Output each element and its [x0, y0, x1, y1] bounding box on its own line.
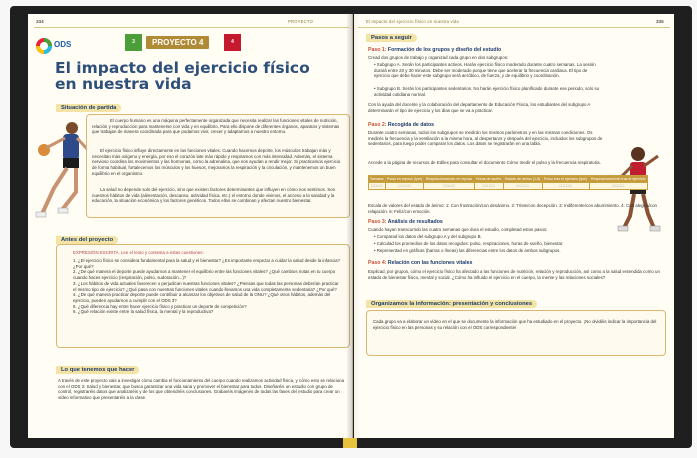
page-title [55, 60, 350, 92]
bookmark-ribbon [343, 438, 357, 448]
right-page [354, 14, 674, 438]
table-header: Pulso tras el ejercicio (lpm) [544, 177, 588, 181]
table-header: Semana [370, 177, 384, 181]
section-hacer-title: Lo que tenemos que hacer [56, 366, 139, 374]
question-2: 2. ¿De qué manera el deporte puede ayudarnos a mantener el equilibrio entre las funciones vitales? ¿Qué cambios notas en tu cuerpo cuando haces ejercicio (respiración, pulso, sudoración...)? [73, 269, 336, 281]
paso3-bullet-3: • Representad en gráficas (barras o líneas) las diferencias entre los datos de ambos subgrupos. [374, 248, 561, 253]
table-header: Respiraciones/min tras el ejercicio [591, 177, 646, 181]
book-spine [346, 14, 360, 438]
table-cell: □ □ □ □ [503, 183, 542, 190]
questions-list [73, 258, 343, 315]
paso1-heading [368, 47, 608, 53]
section-antes-title: Antes del proyecto [56, 236, 118, 244]
table-cell: □ □ □ □ [369, 183, 386, 190]
paso1-bullet-2: • Subgrupo B. Serán los participantes sedentarios. No harán ejercicio físico planificado durante ese periodo, solo su actividad cotidiana normal. [374, 86, 600, 97]
paso3-heading [368, 219, 608, 225]
paso2-heading [368, 122, 588, 128]
paso4-heading [368, 260, 628, 266]
paso3-number: Paso 3: [368, 219, 387, 225]
question-6: 6. ¿Qué relación existe entre la salud física, la mental y la reproductiva? [73, 309, 214, 315]
paso3-bullet-1-text: Comparad los datos del subgrupo A y del subgrupo B. [376, 234, 482, 239]
org-text: Cada grupo va a elaborar un vídeo en el que se documente la información que ha estudiado en el proyecto. ¡No olvidéis indicar la importancia del ejercicio físico en las personas y su relación con el ODS correspondiente! [373, 319, 657, 330]
header-label-right: El impacto del ejercicio físico en nuestra vida [366, 19, 459, 24]
org-title: Organizamos la información: presentación y conclusiones [366, 300, 537, 308]
table-row [369, 183, 648, 190]
page-number-left: 334 [36, 19, 44, 24]
question-5: 5. ¿Qué diferencia hay entre hacer ejercicio físico y practicar un deporte de competición? [73, 303, 247, 309]
paso1-bullet-1-text: Subgrupo A. Serán los participantes activos. Harán ejercicio físico moderado durante cuatro semanas. La sesión durará entre 20 y 30 minutos. Debe ser moderado porque tiene que acelerar la frecuencia cardiaca. El tipo de ejercicio que debe hacer este subgrupo será aeróbico, de fuerza, y de equilibrio y coordinación. [374, 62, 596, 79]
header-label-left: PROYECTO [288, 19, 314, 24]
section-situacion-title: Situación de partida [56, 104, 121, 112]
question-4: 4. ¿De qué manera practicar deporte puede contribuir a alcanzar los objetivos de salud de la ONU? ¿Qué otros hábitos, además del ejercicio, pueden ayudarnos a cumplir con el ODS 3? [73, 292, 331, 303]
table-header: Horas de sueño [475, 177, 502, 181]
sdg-3-icon: 3 [125, 34, 142, 51]
sdg-4-icon: 4 [224, 34, 241, 51]
paso3-bullet-1: • Comparad los datos del subgrupo A y del subgrupo B. [374, 234, 482, 239]
header-rule [34, 27, 349, 28]
athlete-illustration [32, 110, 92, 222]
situacion-paragraph-3: La salud no depende solo del ejercicio, sino que existen factores determinantes que influyen en cómo nos sentimos. Son nuestros hábitos de vida (alimentación, descanso, actividad física, etc.) el entorno donde vivimos, el acceso a la sanidad y la educación, la situación económica y los factores genéticos. Todos ellos se combinan y afectan nuestro bienestar. [92, 187, 336, 204]
paso2-title: Recogida de datos [387, 122, 435, 128]
paso3-intro: Cuando hayan transcurrido las cuatro semanas que dura el estudio, completad estos pasos: [368, 227, 548, 232]
table-header: Respiraciones/min en reposo [425, 177, 473, 181]
table-header-row [369, 176, 648, 183]
paso4-text: Explicad, por grupos, cómo el ejercicio físico ha afectado a las funciones de nutrición, relación y reproducción, así como a la salud entendida como un estado de bienestar físico, mental y social. ¿Cómo ha influido el ejercicio en el cuerpo, la mente y las relaciones sociales? [368, 269, 660, 280]
title-line-2: en nuestra vida [55, 75, 192, 93]
situacion-paragraph-2: El ejercicio físico influye directamente en las funciones vitales. Cuando hacemos deporte, los músculos trabajan más y necesitan más oxígeno y energía, por eso el corazón late más rápido y respiramos con más intensidad. Además, el sistema nervioso coordina los movimientos y las hormonas, como la adrenalina, que nos ayudan a rendir mejor. Si practicamos ejercicio de forma habitual, fortalecemos los músculos y los huesos, mejoramos la respiración y la circulación, y mantenemos un buen equilibrio en el organismo. [92, 148, 341, 176]
paso3-bullet-3-text: Representad en gráficas (barras o líneas) las diferencias entre los datos de ambos subgrupos. [376, 248, 561, 253]
paso2-text: Durante cuatro semanas, todos los subgrupos se medirán los mismos parámetros y en las mismas condiciones. Os medirés la frecuencia y la ventilación a la misma hora, al despertaros y después del ejercicio, incluidos los subgrupos de sedentarios, para luego poder comparar los datos. Los datos se registrarán en una tabla. [368, 130, 603, 147]
question-3: 3. ¿Los hábitos de vida actuales favorecen o perjudican nuestras funciones vitales? ¿Piensas que todas las personas deberían practicar el mismo tipo de ejercicio? ¿Qué pasa con nuestras funciones vitales cuando llevamos una vida completamente sedentaria? ¿Por qué? [73, 280, 339, 292]
table-header: Estado de ánimo (1-5) [504, 177, 541, 181]
situacion-paragraph-1: El cuerpo humano es una máquina perfectamente organizada que necesita realizar las funciones vitales de nutrición, relación y reproducción para mantenerse con vida y en equilibrio. Para ello dispone de diferentes órganos, aparatos y sistemas que trabajan de manera coordinada para que podamos vivir, crecer y adaptarnos a nuestro entorno. [92, 118, 340, 135]
left-page [28, 14, 353, 438]
title-line-1: El impacto del ejercicio físico [55, 59, 310, 77]
mood-scale-text: Escala de valores del estado de ánimo: 1: Con frustración/con desánimo. 2: Triste/con decepción. 3: Indiferente/con aburrimiento. 4: Con alegría/con relajación. 5: Feliz/con emoción. [368, 203, 657, 214]
table-cell: □ □ □ □ [385, 183, 424, 190]
pasos-title: Pasos a seguir [366, 34, 417, 42]
data-table [368, 175, 648, 190]
org-box [366, 310, 666, 356]
paso2-note: Accede a la página de recursos de Edilex para consultar el documento Cómo medir el pulso y la frecuencia respiratoria. [368, 160, 601, 165]
paso1-bullet-2-text: Subgrupo B. Serán los participantes sedentarios. No harán ejercicio físico planificado durante ese periodo, solo su actividad cotidiana normal. [374, 86, 600, 97]
table-header: Pulso en reposo (lpm) [386, 177, 423, 181]
table-cell: □ □ □ □ [589, 183, 647, 190]
paso1-outro: Con la ayuda del docente y la colaboración del departamento de Educación Física, los estudiantes del subgrupo A determinarán el tipo de ejercicio y los días que se va a practicar. [368, 102, 591, 113]
antes-intro: EXPRESIÓN ESCRITA. Lee el texto y contesta a estas cuestiones: [73, 250, 204, 255]
paso1-intro: Cread dos grupos de trabajo y organizad cada grupo en dos subgrupos: [368, 55, 509, 60]
paso2-number: Paso 2: [368, 122, 387, 128]
hacer-text: A través de este proyecto vais a investigar cómo cambia el funcionamiento del cuerpo cuando realizamos actividad física, y cómo esto se relaciona con el ODS 3: Salud y bienestar, que busca garantizar una vida sana y promover el bienestar para todos. Diseñaréis un estudio con grupo de control, registraréis datos que analizaréis y de los que obtendréis conclusiones. Grabaréis imágenes de todas las fases del estudio para crear un vídeo informativo que presentaréis a la clase. [58, 378, 345, 401]
paso3-title: Análisis de resultados [387, 219, 443, 225]
header-rule-right [358, 27, 670, 28]
paso3-bullet-2-text: Calculad los promedios de los datos recogidos: pulso, respiraciones, horas de sueño, bienestar. [376, 241, 564, 246]
paso3-bullet-2: • Calculad los promedios de los datos recogidos: pulso, respiraciones, horas de sueño, bienestar. [374, 241, 564, 246]
situacion-box [86, 114, 350, 218]
question-1: 1. ¿El ejercicio físico se considera fundamental para la salud y el bienestar? ¿Es importante empezar a cuidar la salud desde la infancia? ¿Por qué? [73, 258, 340, 269]
ods-logo [35, 36, 71, 58]
paso1-title: Formación de los grupos y diseño del estudio [387, 47, 502, 53]
paso1-number: Paso 1: [368, 47, 387, 53]
table-cell: □ □ □ □ [474, 183, 503, 190]
table-cell: □ □ □ □ [542, 183, 589, 190]
project-label: PROYECTO 4 [146, 36, 209, 49]
paso4-number: Paso 4: [368, 260, 387, 266]
page-number-right: 335 [656, 19, 664, 24]
antes-box [56, 244, 350, 348]
paso1-bullet-1: • Subgrupo A. Serán los participantes activos. Harán ejercicio físico moderado durante cuatro semanas. La sesión durará entre 20 y 30 minutos. Debe ser moderado porque tiene que acelerar la frecuencia cardiaca. El tipo de ejercicio que debe hacer este subgrupo será aeróbico, de fuerza, y de equilibrio y coordinación. [374, 62, 596, 79]
logo-text: ODS [54, 40, 72, 49]
paso4-title: Relación con las funciones vitales [387, 260, 473, 266]
table-cell: □ □ □ □ [424, 183, 474, 190]
